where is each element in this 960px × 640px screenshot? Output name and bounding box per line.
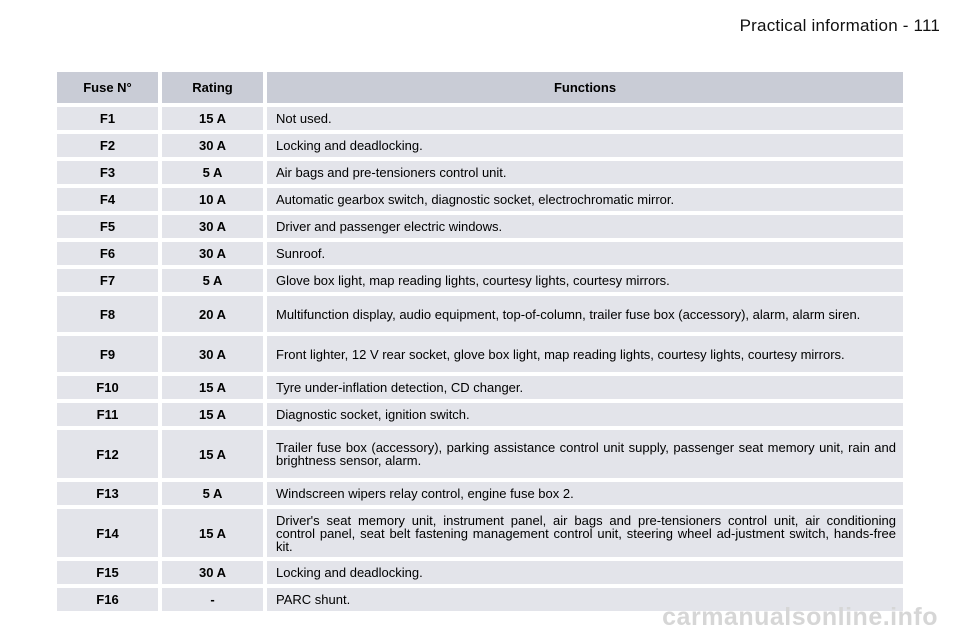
fuse-rating: 10 A (158, 188, 263, 211)
fuse-number: F13 (57, 482, 158, 505)
fuse-rating: - (158, 588, 263, 611)
fuse-function: Locking and deadlocking. (263, 561, 903, 584)
fuse-rating: 15 A (158, 509, 263, 557)
watermark-text: carmanualsonline.info (662, 603, 938, 631)
fuse-function: Tyre under-inflation detection, CD changer. (263, 376, 903, 399)
fuse-function: Glove box light, map reading lights, courtesy lights, courtesy mirrors. (263, 269, 903, 292)
fuse-rating: 15 A (158, 107, 263, 130)
page-header-title: Practical information - 111 (739, 16, 940, 35)
fuse-number: F8 (57, 296, 158, 332)
fuse-function: Locking and deadlocking. (263, 134, 903, 157)
table-row (57, 188, 903, 211)
table-row (57, 269, 903, 292)
fuse-function: Sunroof. (263, 242, 903, 265)
fuse-number: F10 (57, 376, 158, 399)
fuse-function: Not used. (263, 107, 903, 130)
fuse-number: F14 (57, 509, 158, 557)
column-header-functions: Functions (263, 72, 903, 103)
fuse-number: F16 (57, 588, 158, 611)
table-row (57, 561, 903, 584)
table-row (57, 107, 903, 130)
fuse-rating: 15 A (158, 403, 263, 426)
fuse-number: F1 (57, 107, 158, 130)
fuse-number: F4 (57, 188, 158, 211)
fuse-function: Multifunction display, audio equipment, top-of-column, trailer fuse box (accessory), alarm, alarm siren. (263, 296, 903, 332)
fuse-number: F6 (57, 242, 158, 265)
table-row (57, 161, 903, 184)
table-row (57, 509, 903, 557)
fuse-function: Driver's seat memory unit, instrument panel, air bags and pre-tensioners control unit, air conditioning control panel, seat belt fastening management control unit, steering wheel ad-justment switch, hands-free kit. (263, 509, 903, 557)
fuse-function: Trailer fuse box (accessory), parking assistance control unit supply, passenger seat memory unit, rain and brightness sensor, alarm. (263, 430, 903, 478)
fuse-function: Automatic gearbox switch, diagnostic socket, electrochromatic mirror. (263, 188, 903, 211)
table-row (57, 215, 903, 238)
fuse-rating: 15 A (158, 430, 263, 478)
fuse-number: F3 (57, 161, 158, 184)
fuse-rating: 5 A (158, 482, 263, 505)
fuse-function: Windscreen wipers relay control, engine fuse box 2. (263, 482, 903, 505)
fuse-rating: 5 A (158, 161, 263, 184)
fuse-rating: 30 A (158, 561, 263, 584)
table-row (57, 336, 903, 372)
fuse-rating: 30 A (158, 134, 263, 157)
fuse-function: Diagnostic socket, ignition switch. (263, 403, 903, 426)
column-header-rating: Rating (158, 72, 263, 103)
fuse-number: F11 (57, 403, 158, 426)
fuse-number: F7 (57, 269, 158, 292)
fuse-number: F9 (57, 336, 158, 372)
table-row (57, 242, 903, 265)
fuse-rating: 5 A (158, 269, 263, 292)
table-row (57, 430, 903, 478)
table-row (57, 134, 903, 157)
fuse-function: Front lighter, 12 V rear socket, glove box light, map reading lights, courtesy lights, courtesy mirrors. (263, 336, 903, 372)
fuse-function: Driver and passenger electric windows. (263, 215, 903, 238)
fuse-function: Air bags and pre-tensioners control unit. (263, 161, 903, 184)
table-row (57, 403, 903, 426)
table-row (57, 376, 903, 399)
fuse-rating: 20 A (158, 296, 263, 332)
fuse-rating: 30 A (158, 215, 263, 238)
table-row (57, 482, 903, 505)
fuse-rating: 30 A (158, 242, 263, 265)
table-header-row (57, 72, 903, 103)
fuse-number: F15 (57, 561, 158, 584)
fuse-number: F5 (57, 215, 158, 238)
fuse-function: PARC shunt. (263, 588, 903, 611)
fuse-rating: 15 A (158, 376, 263, 399)
fuse-number: F2 (57, 134, 158, 157)
fuse-rating: 30 A (158, 336, 263, 372)
table-row (57, 296, 903, 332)
fuse-number: F12 (57, 430, 158, 478)
column-header-fuse: Fuse N° (57, 72, 158, 103)
fuse-table (57, 68, 903, 615)
